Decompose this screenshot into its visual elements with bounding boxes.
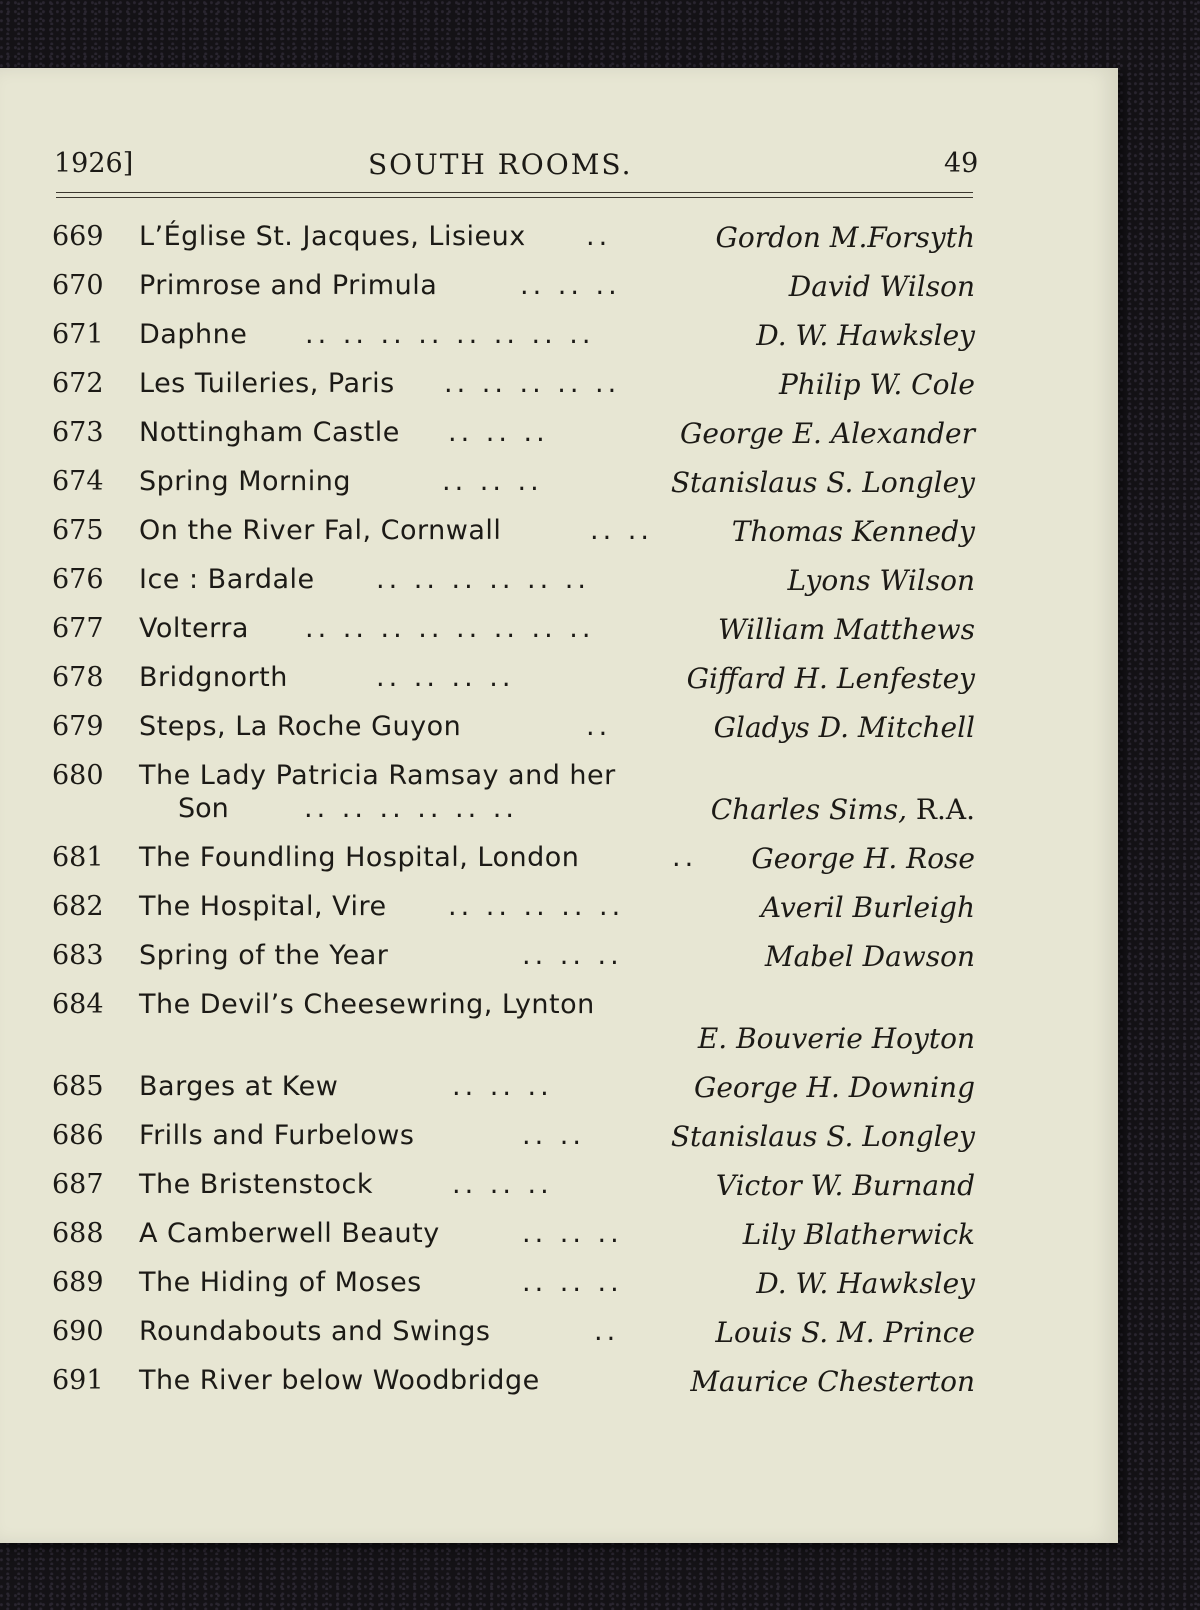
entry-artist: George H. Downing [693, 1071, 975, 1104]
entry-title: Spring of the Year [139, 940, 389, 971]
dot-leader: .. .. .. [442, 466, 543, 497]
entry-number: 681 [52, 842, 104, 873]
dot-leader: .. .. .. [520, 270, 621, 301]
dot-leader: .. .. [522, 1120, 585, 1151]
entry-artist: George H. Rose [751, 842, 975, 875]
entry-artist: Maurice Chesterton [690, 1365, 975, 1398]
catalogue-entry [0, 1365, 1100, 1415]
entry-artist: Stanislaus S. Longley [670, 466, 975, 499]
dot-leader: .. [594, 1316, 620, 1347]
entry-number: 671 [52, 319, 104, 350]
entry-number: 686 [52, 1120, 104, 1151]
dot-leader: .. .. .. .. .. [444, 368, 621, 399]
entry-number: 673 [52, 417, 104, 448]
entry-title: The Devil’s Cheesewring, Lynton [139, 989, 595, 1020]
entry-title: Daphne [139, 319, 248, 350]
catalogue-entry [0, 515, 1100, 565]
entry-title: Steps, La Roche Guyon [139, 711, 462, 742]
entry-number: 674 [52, 466, 104, 497]
header-rule-top [56, 192, 973, 193]
catalogue-entry [0, 417, 1100, 467]
catalogue-entry [0, 1267, 1100, 1317]
entry-artist: E. Bouverie Hoyton [697, 1022, 975, 1055]
entry-number: 680 [52, 760, 104, 791]
dot-leader: .. .. .. [448, 417, 549, 448]
entry-title-continued: Son [178, 793, 229, 824]
entry-artist: Mabel Dawson [764, 940, 975, 973]
dot-leader: .. .. .. .. .. .. .. .. [305, 319, 595, 350]
catalogue-entry [0, 564, 1100, 614]
page-title: SOUTH ROOMS. [368, 148, 633, 181]
catalogue-entry [0, 891, 1100, 941]
dot-leader: .. .. .. .. .. .. .. .. [305, 613, 595, 644]
entry-number: 675 [52, 515, 104, 546]
entry-title: Barges at Kew [139, 1071, 339, 1102]
catalogue-entry [0, 221, 1100, 271]
entry-title: A Camberwell Beauty [139, 1218, 440, 1249]
dot-leader: .. .. .. [452, 1071, 553, 1102]
catalogue-entry [0, 1169, 1100, 1219]
entry-title: The River below Woodbridge [139, 1365, 540, 1396]
entry-title: The Lady Patricia Ramsay and her [139, 760, 616, 791]
catalogue-entry [0, 760, 1100, 842]
header-rule-bottom [56, 197, 973, 198]
entry-title: Frills and Furbelows [139, 1120, 415, 1151]
entry-artist: Louis S. M. Prince [715, 1316, 975, 1349]
entry-number: 678 [52, 662, 104, 693]
catalogue-entry [0, 1316, 1100, 1366]
entry-title: Ice : Bardale [139, 564, 315, 595]
entry-number: 676 [52, 564, 104, 595]
entry-number: 685 [52, 1071, 104, 1102]
dot-leader: .. .. .. [522, 1218, 623, 1249]
entry-artist: Giffard H. Lenfestey [686, 662, 975, 695]
catalogue-page [0, 68, 1118, 1543]
dot-leader: .. .. .. .. .. [448, 891, 625, 922]
catalogue-entry [0, 1218, 1100, 1268]
dot-leader: .. .. .. [452, 1169, 553, 1200]
entry-artist: D. W. Hawksley [756, 319, 975, 352]
entry-artist: David Wilson [788, 270, 975, 303]
entry-number: 690 [52, 1316, 104, 1347]
catalogue-entry [0, 662, 1100, 712]
dot-leader: .. .. .. .. .. .. [304, 793, 518, 824]
entry-artist: Gladys D. Mitchell [713, 711, 975, 744]
dot-leader: .. .. .. .. .. .. [376, 564, 590, 595]
catalogue-entry [0, 1071, 1100, 1121]
entry-title: Bridgnorth [139, 662, 288, 693]
catalogue-entry [0, 270, 1100, 320]
entry-number: 672 [52, 368, 104, 399]
entry-number: 687 [52, 1169, 104, 1200]
catalogue-entry [0, 466, 1100, 516]
entry-number: 684 [52, 989, 104, 1020]
entry-number: 670 [52, 270, 104, 301]
entry-artist: D. W. Hawksley [756, 1267, 975, 1300]
catalogue-entry [0, 842, 1100, 892]
entry-number: 683 [52, 940, 104, 971]
entry-artist: Lily Blatherwick [742, 1218, 975, 1251]
entry-number: 691 [52, 1365, 104, 1396]
catalogue-entry [0, 613, 1100, 663]
catalogue-entry [0, 319, 1100, 369]
catalogue-entry [0, 368, 1100, 418]
entry-artist: Gordon M.Forsyth [715, 221, 975, 254]
entry-artist: Averil Burleigh [760, 891, 975, 924]
dot-leader: .. [586, 711, 612, 742]
entry-title: The Bristenstock [139, 1169, 373, 1200]
entry-number: 677 [52, 613, 104, 644]
entry-artist: William Matthews [717, 613, 975, 646]
entry-number: 682 [52, 891, 104, 922]
entry-number: 669 [52, 221, 104, 252]
dot-leader: .. .. .. [522, 1267, 623, 1298]
catalogue-entry [0, 711, 1100, 761]
catalogue-entry [0, 1120, 1100, 1170]
entry-artist: Stanislaus S. Longley [670, 1120, 975, 1153]
entry-title: Les Tuileries, Paris [139, 368, 395, 399]
entry-title: Volterra [139, 613, 249, 644]
artist-name: Charles Sims, [710, 793, 907, 826]
dot-leader: .. .. [590, 515, 653, 546]
entry-artist [711, 793, 975, 826]
entry-number: 679 [52, 711, 104, 742]
dot-leader: .. [586, 221, 612, 252]
entry-number: 689 [52, 1267, 104, 1298]
catalogue-entry [0, 940, 1100, 990]
catalogue-entry [0, 989, 1100, 1071]
dot-leader: .. [672, 842, 698, 873]
entry-title: The Hospital, Vire [139, 891, 387, 922]
entry-title: The Foundling Hospital, London [139, 842, 580, 873]
entry-artist: Philip W. Cole [778, 368, 975, 401]
page-number: 49 [944, 148, 979, 179]
dot-leader: .. .. .. [522, 940, 623, 971]
header-year: 1926] [54, 148, 134, 179]
entry-title: The Hiding of Moses [139, 1267, 422, 1298]
entry-artist: Thomas Kennedy [731, 515, 975, 548]
entry-title: Nottingham Castle [139, 417, 400, 448]
entry-number: 688 [52, 1218, 104, 1249]
artist-suffix: R.A. [915, 793, 975, 826]
entry-title: Spring Morning [139, 466, 352, 497]
entry-title: Primrose and Primula [139, 270, 438, 301]
entry-artist: George E. Alexander [680, 417, 975, 450]
entry-title: L’Église St. Jacques, Lisieux [139, 221, 526, 252]
entry-title: On the River Fal, Cornwall [139, 515, 502, 546]
entry-artist: Lyons Wilson [787, 564, 975, 597]
dot-leader: .. .. .. .. [376, 662, 515, 693]
entry-title: Roundabouts and Swings [139, 1316, 491, 1347]
entry-artist: Victor W. Burnand [715, 1169, 975, 1202]
